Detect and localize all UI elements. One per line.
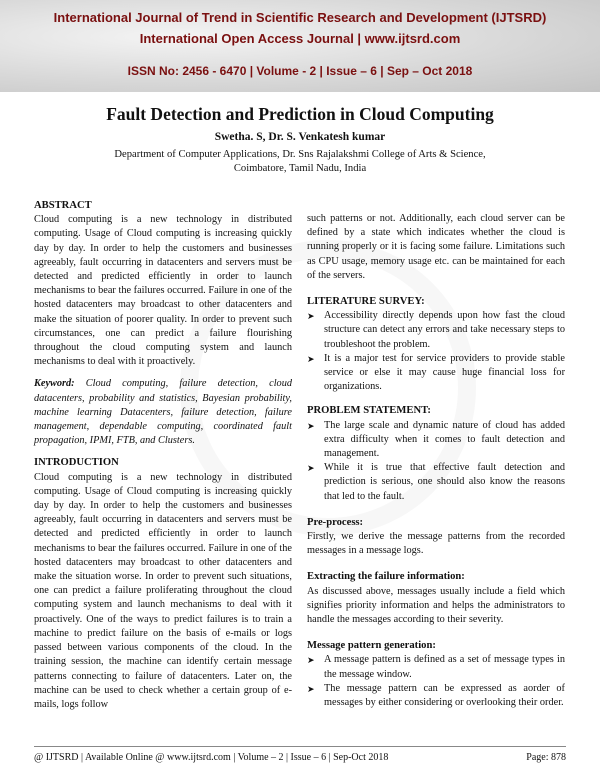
arrow-bullet-icon: ➤ <box>307 463 315 474</box>
list-item: ➤ While it is true that effective fault detection and prediction is serious, one should also know the reasons that led to the fault. <box>307 462 565 502</box>
journal-header <box>0 0 600 92</box>
left-column <box>34 199 292 712</box>
arrow-bullet-icon: ➤ <box>307 311 315 322</box>
department-line: Department of Computer Applications, Dr. Sns Rajalakshmi College of Arts & Science, <box>114 149 486 160</box>
extracting-heading: Extracting the failure information: <box>307 571 465 583</box>
continued-text: such patterns or not. Additionally, each cloud server can be defined by a state which indicates whether the cloud is running properly or it is facing some failure. Limitations such as CPU usage, memory usage etc. can be maintained for each of the servers. <box>307 213 565 281</box>
arrow-bullet-icon: ➤ <box>307 683 315 694</box>
journal-name: International Journal of Trend in Scientific Research and Development (IJTSRD) <box>53 10 547 25</box>
abstract-heading: ABSTRACT <box>34 200 92 211</box>
introduction-text: Cloud computing is a new technology in distributed computing. Usage of Cloud computing is increasing quickly day by day. In order to help the customers and businesses agreeably, fault occurring in datacenters and servers must be detected and predicted efficiently in order to launch mechanisms to bear the failures occurred. Failure in one of the hosted datacenters may broadcast to other datacenters and make the situation worse. In order to prevent such situations, one can predict a failure proliferating throughout the cloud computing system and launch mechanisms to deal with it proactively. One of the ways to predict failures is to train a machine to predict failure on the basis of e-mails or logs passed between various components of the cloud. In the training session, the machine can identify certain message patterns connecting to failure of datacenters. Later on, the machine can be used to check whether a certain group of e-mails, logs follow <box>34 471 292 710</box>
arrow-bullet-icon: ➤ <box>307 353 315 364</box>
pattern-generation-heading: Message pattern generation: <box>307 640 436 652</box>
footer-divider <box>34 746 566 747</box>
preprocess-heading: Pre-process: <box>307 516 364 528</box>
keywords <box>34 377 292 448</box>
list-item: ➤ It is a major test for service providers to provide stable service or else it may cause huge financial loss for organizations. <box>307 352 565 393</box>
keyword-label: Keyword: <box>34 378 75 390</box>
location-line: Coimbatore, Tamil Nadu, India <box>233 163 367 174</box>
issn-line: ISSN No: 2456 - 6470 | Volume - 2 | Issue – 6 | Sep – Oct 2018 <box>127 64 473 78</box>
arrow-bullet-icon: ➤ <box>307 420 315 431</box>
page-number: Page: 878 <box>526 752 566 763</box>
list-item: ➤ Accessibility directly depends upon how fast the cloud structure can detect any errors and take necessary steps to troubleshoot the problem. <box>307 310 565 350</box>
journal-subtitle: International Open Access Journal | www.ijtsrd.com <box>139 31 461 46</box>
paper-authors: Swetha. S, Dr. S. Venkatesh kumar <box>214 131 386 143</box>
list-item: ➤ A message pattern is defined as a set of message types in the message window. <box>307 654 565 680</box>
right-column <box>307 212 565 710</box>
preprocess-text: Firstly, we derive the message patterns from the recorded messages in a message logs. <box>307 531 565 557</box>
page-footer <box>34 752 566 763</box>
affiliation <box>0 148 600 176</box>
abstract-text: Cloud computing is a new technology in distributed computing. Usage of Cloud computing is increasing quickly day by day. In order to help the customers and businesses agreeably, fault occurring in datacenters and servers must be detected and predicted efficiently in order to launch mechanisms to bear the failures occurred. Failure in one of the hosted datacenters may broadcast to other datacenters and make the situation of poorer quality. In order to prevent such circumstances, one can predict a failure flourishing throughout the cloud computing system and launch mechanisms to deal with it proactively. <box>34 214 292 368</box>
footer-text: @ IJTSRD | Available Online @ www.ijtsrd.com | Volume – 2 | Issue – 6 | Sep-Oct 2018 <box>34 752 389 763</box>
literature-survey-heading: LITERATURE SURVEY: <box>307 296 425 308</box>
extracting-text: As discussed above, messages usually include a field which signifies priority information and helps the administrators to handle the messages according to their severity. <box>307 585 565 626</box>
paper-title: Fault Detection and Prediction in Cloud Computing <box>106 104 494 124</box>
introduction-heading: INTRODUCTION <box>34 457 119 469</box>
problem-statement-list <box>307 419 565 504</box>
keyword-text: Cloud computing, failure detection, cloud datacenters, probability and statistics, Bayesian probability, machine learning Datacenters, failure detection, failure management, dependable computing, coordinated fault propagation, IPMI, FTB, and Clusters. <box>34 378 293 447</box>
pattern-generation-list <box>307 653 565 710</box>
literature-survey-list <box>307 309 565 394</box>
problem-statement-heading: PROBLEM STATEMENT: <box>307 405 431 417</box>
arrow-bullet-icon: ➤ <box>307 655 315 666</box>
list-item: ➤ The large scale and dynamic nature of cloud has added extra difficulty when it comes to fault detection and management. <box>307 419 565 460</box>
list-item: ➤ The message pattern can be expressed as aorder of messages by either considering or overlooking their order. <box>307 682 565 709</box>
